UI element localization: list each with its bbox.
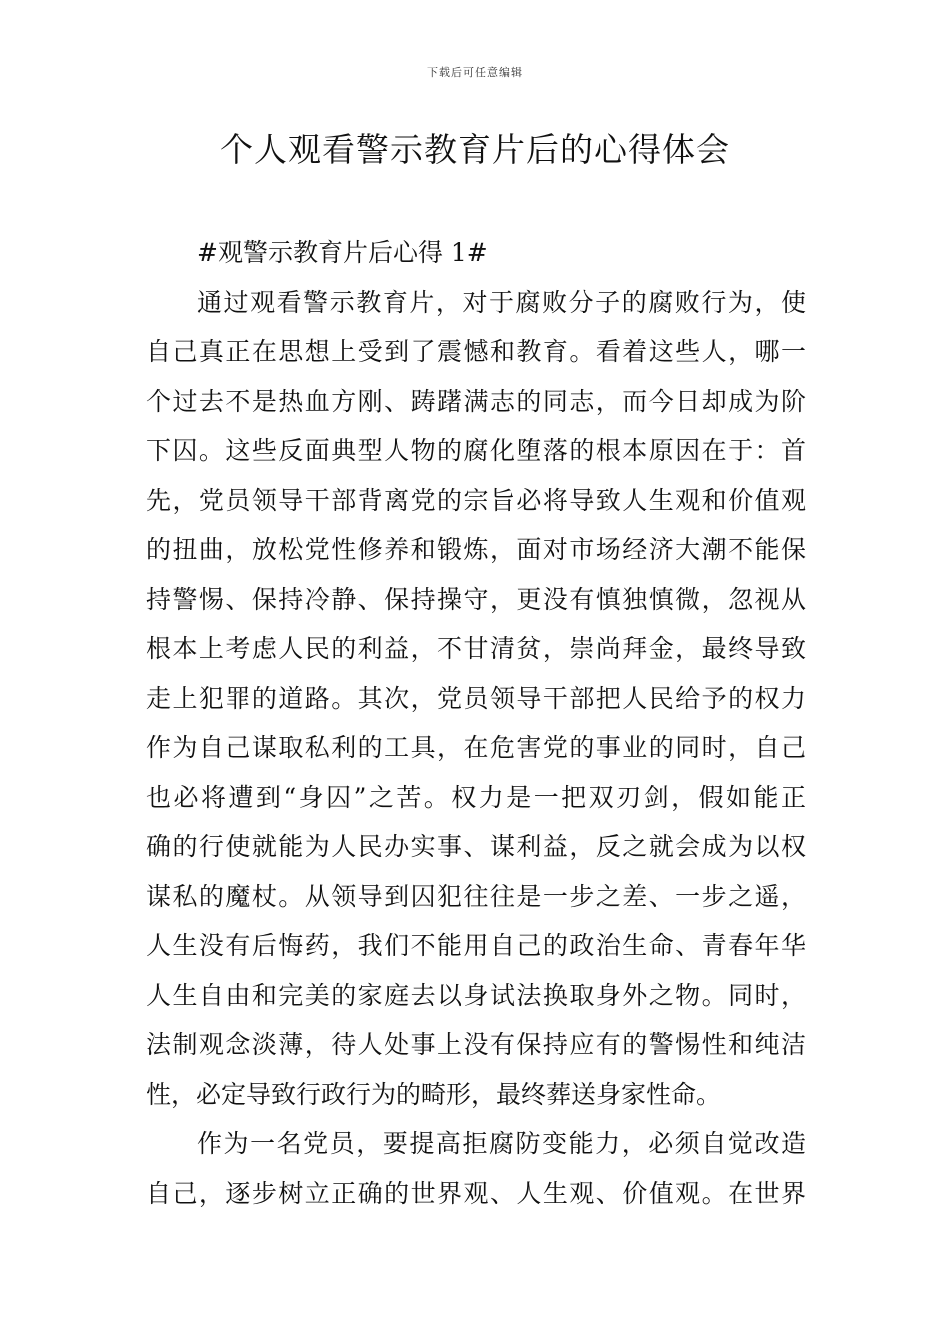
paragraph-line: 也必将遭到“身囚”之苦。权力是一把双刃剑，假如能正 — [146, 782, 806, 812]
paragraph-line: 根本上考虑人民的利益，不甘清贫，崇尚拜金，最终导致 — [146, 634, 806, 663]
paragraph-2 — [146, 1119, 806, 1218]
paragraph-line: 先，党员领导干部背离党的宗旨必将导致人生观和价值观 — [146, 485, 806, 515]
paragraph-line: 自己，逐步树立正确的世界观、人生观、价值观。在世界 — [146, 1178, 806, 1208]
paragraph-line: 持警惕、保持冷静、保持操守，更没有慎独慎微，忽视从 — [146, 584, 806, 614]
paragraph-line: 通过观看警示教育片，对于腐败分子的腐败行为，使 — [197, 287, 806, 317]
paragraph-line: 法制观念淡薄，待人处事上没有保持应有的警惕性和纯洁 — [146, 1030, 806, 1059]
paragraph-line: 个过去不是热血方刚、踌躇满志的同志，而今日却成为阶 — [146, 386, 806, 416]
paragraph-line: 作为自己谋取私利的工具，在危害党的事业的同时，自己 — [146, 733, 806, 762]
paragraph-line: 性，必定导致行政行为的畸形，最终葬送身家性命。 — [146, 1079, 722, 1109]
paragraph-line: 下囚。这些反面典型人物的腐化堕落的根本原因在于：首 — [146, 436, 806, 465]
paragraph-line: 作为一名党员，要提高拒腐防变能力，必须自觉改造 — [197, 1129, 806, 1158]
paragraph-line: 人生没有后悔药，我们不能用自己的政治生命、青春年华 — [146, 931, 806, 960]
section-heading: #观警示教育片后心得 1# — [197, 238, 488, 267]
document-body — [146, 228, 806, 1218]
header-note: 下载后可任意编辑 — [427, 66, 523, 79]
document-title: 个人观看警示教育片后的心得体会 — [220, 130, 730, 169]
paragraph-line: 走上犯罪的道路。其次，党员领导干部把人民给予的权力 — [146, 683, 806, 713]
paragraph-line: 谋私的魔杖。从领导到囚犯往往是一步之差、一步之遥， — [146, 881, 806, 911]
paragraph-line: 确的行使就能为人民办实事、谋利益，反之就会成为以权 — [146, 832, 806, 861]
paragraph-1 — [146, 278, 806, 1120]
paragraph-line: 自己真正在思想上受到了震憾和教育。看着这些人，哪一 — [146, 337, 806, 366]
paragraph-line: 人生自由和完美的家庭去以身试法换取身外之物。同时， — [146, 980, 806, 1010]
paragraph-line: 的扭曲，放松党性修养和锻炼，面对市场经济大潮不能保 — [146, 535, 806, 564]
